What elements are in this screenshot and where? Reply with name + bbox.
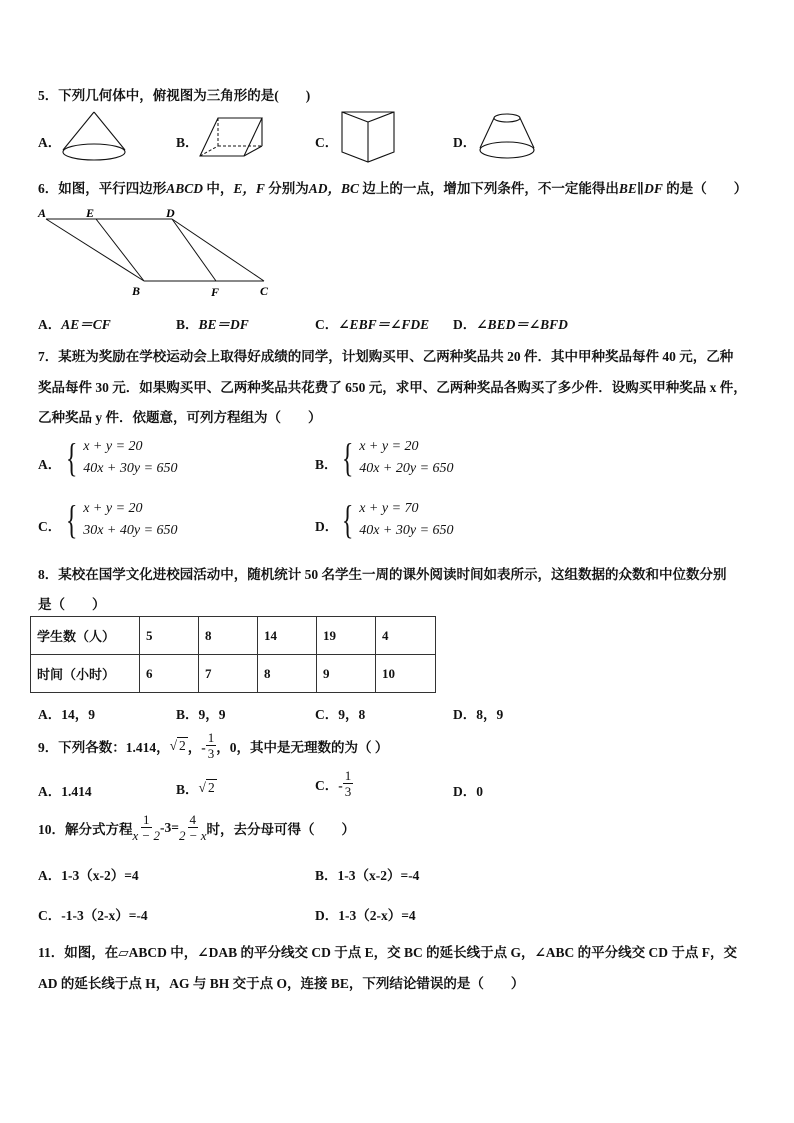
cone-figure <box>60 108 128 166</box>
q10-option-b[interactable]: B．1-3（x-2）=-4 <box>315 868 420 883</box>
q9-option-c[interactable]: C．- $\frac{1}{3}$ <box>315 768 352 799</box>
table-cell: 6 <box>140 655 199 693</box>
vertical-prism-figure <box>338 106 398 168</box>
q7-line3: 乙种奖品 y 件．依题意，可列方程组为（ ） <box>38 410 322 425</box>
q5-option-a-label[interactable]: A． <box>38 135 62 150</box>
q9-stem: 9．下列各数：1.414， √ 2 ，- $\frac{1}{3}$ ，0，其中是无理数的为（ ） <box>38 730 389 761</box>
table-cell: 14 <box>258 617 317 655</box>
label-d: D <box>166 206 175 220</box>
q10-option-d[interactable]: D．1-3（2-x）=4 <box>315 908 416 923</box>
q5-option-c-label[interactable]: C． <box>315 135 339 150</box>
q5-stem: 5．下列几何体中，俯视图为三角形的是( ) <box>38 88 311 103</box>
q5-option-b-label[interactable]: B． <box>176 135 199 150</box>
q11-line1: 11．如图，在▱ABCD 中，∠DAB 的平分线交 CD 于点 E，交 BC 的延长线于点 G，∠ABC 的平分线交 CD 于点 F，交 <box>38 945 738 960</box>
q7-line2: 奖品每件 30 元．如果购买甲、乙两种奖品共花费了 650 元，求甲、乙两种奖品各购买了多少件．设购买甲种奖品 x 件， <box>38 380 747 395</box>
table-cell: 19 <box>317 617 376 655</box>
q11-line2: AD 的延长线于点 H，AG 与 BH 交于点 O，连接 BE，下列结论错误的是（ ） <box>38 976 525 991</box>
table-cell: 10 <box>376 655 436 693</box>
q7-option-a-label[interactable]: A． <box>38 457 62 472</box>
q7-option-a-system: { x + y = 20 40x + 30y = 650 <box>65 435 178 480</box>
q7-option-d-system: { x + y = 70 40x + 30y = 650 <box>341 497 454 542</box>
table-cell: 时间（小时） <box>31 655 140 693</box>
frustum-figure <box>477 110 537 162</box>
q9-option-a[interactable]: A．1.414 <box>38 784 92 799</box>
q5-option-d-label[interactable]: D． <box>453 135 477 150</box>
fraction: $\frac{1}{3}$ <box>344 768 352 799</box>
q10-option-a[interactable]: A．1-3（x-2）=4 <box>38 868 139 883</box>
q7-option-c-system: { x + y = 20 30x + 40y = 650 <box>65 497 178 542</box>
label-b: B <box>132 284 141 298</box>
triangular-prism-figure <box>196 114 266 160</box>
label-c: C <box>260 284 269 298</box>
reading-time-table <box>30 616 436 693</box>
q10-stem: 10．解分式方程 $\frac{1}{x - 2}$ -3= $\frac{4}{2 - x}$ 时，去分母可得（ ） <box>38 812 356 843</box>
q7-option-d-label[interactable]: D． <box>315 519 339 534</box>
fraction: $\frac{4}{2 - x}$ <box>179 812 207 843</box>
label-a: A <box>38 206 47 220</box>
fraction: $\frac{1}{3}$ <box>207 730 215 761</box>
table-cell: 8 <box>199 617 258 655</box>
label-f: F <box>211 285 220 299</box>
table-cell: 学生数（人） <box>31 617 140 655</box>
q7-line1: 7．某班为奖励在学校运动会上取得好成绩的同学，计划购买甲、乙两种奖品共 20 件．其中甲种奖品每件 40 元，乙种 <box>38 349 734 364</box>
q6-stem: 6．如图，平行四边形ABCD 中，E，F 分别为AD，BC 边上的一点，增加下列条件，不一定能得出BE∥DF 的是（ ） <box>38 181 748 196</box>
q6-option-d[interactable]: D．∠BED＝∠BFD <box>453 317 568 332</box>
q6-option-b[interactable]: B．BE＝DF <box>176 317 249 332</box>
q8-option-a[interactable]: A．14，9 <box>38 707 95 722</box>
sqrt-symbol: √ 2 <box>169 737 186 753</box>
table-cell: 7 <box>199 655 258 693</box>
q7-option-b-label[interactable]: B． <box>315 457 338 472</box>
q6-option-c[interactable]: C．∠EBF＝∠FDE <box>315 317 430 332</box>
q8-line2: 是（ ） <box>38 597 106 612</box>
table-row <box>31 617 436 655</box>
q8-line1: 8．某校在国学文化进校园活动中，随机统计 50 名学生一周的课外阅读时间如表所示，这组数据的众数和中位数分别 <box>38 567 727 582</box>
q9-option-d[interactable]: D．0 <box>453 784 483 799</box>
q6-option-a[interactable]: A．AE＝CF <box>38 317 111 332</box>
q7-option-b-system: { x + y = 20 40x + 20y = 650 <box>341 435 454 480</box>
q8-option-b[interactable]: B．9，9 <box>176 707 226 722</box>
parallelogram-figure <box>36 204 276 300</box>
q8-option-c[interactable]: C．9，8 <box>315 707 366 722</box>
sqrt-symbol: √ 2 <box>198 780 215 795</box>
table-cell: 9 <box>317 655 376 693</box>
fraction: $\frac{1}{x - 2}$ <box>132 812 161 843</box>
q9-option-b[interactable]: B． √ 2 <box>176 780 215 797</box>
table-cell: 4 <box>376 617 436 655</box>
q8-option-d[interactable]: D．8，9 <box>453 707 504 722</box>
table-row <box>31 655 436 693</box>
q10-option-c[interactable]: C．-1-3（2-x）=-4 <box>38 908 148 923</box>
table-cell: 5 <box>140 617 199 655</box>
q7-option-c-label[interactable]: C． <box>38 519 62 534</box>
table-cell: 8 <box>258 655 317 693</box>
label-e: E <box>86 206 95 220</box>
